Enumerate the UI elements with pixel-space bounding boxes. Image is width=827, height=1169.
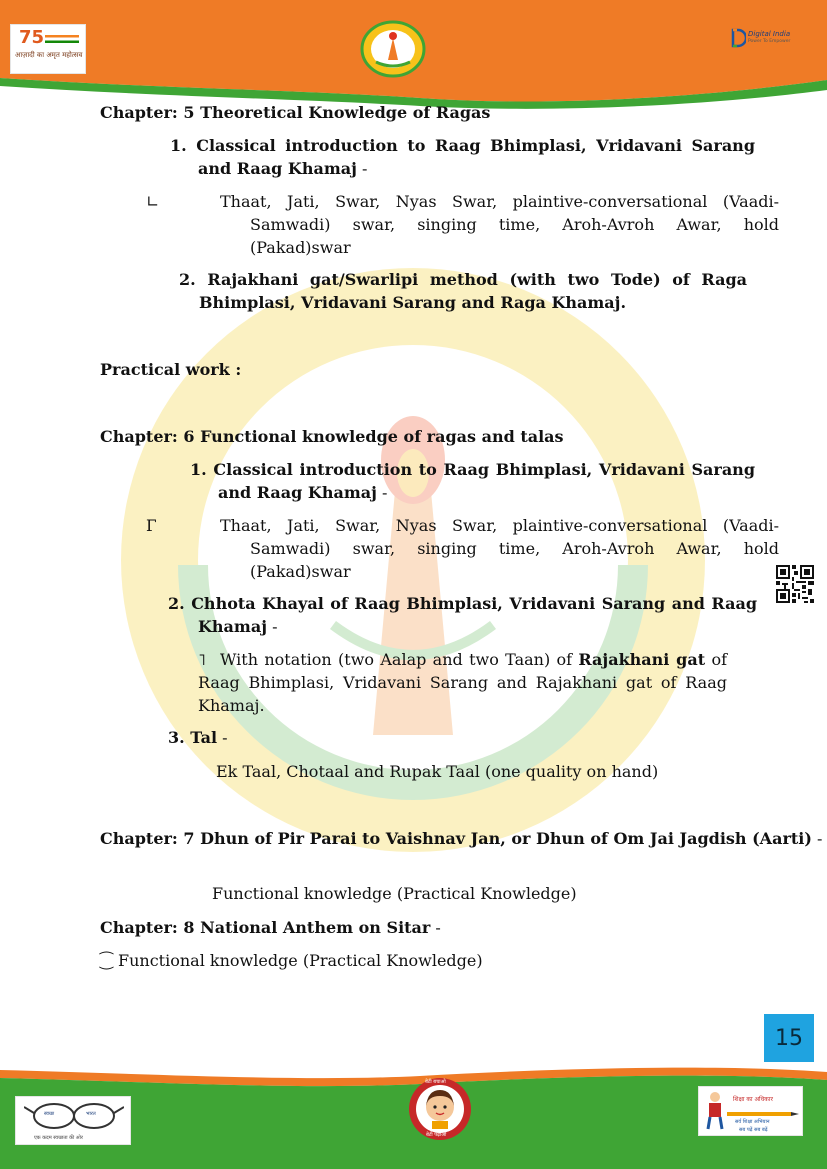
chapter-6-item-2-title: 2. Chhota Khayal of Raag Bhimplasi, Vridavani Sarang and Raag Khamaj [168, 594, 757, 636]
detail-text: Ek Taal, Chotaal and Rupak Taal (one quality on hand) [216, 762, 659, 781]
sab-padhen-text: सब पढ़ें सब बढ़ें [739, 1127, 768, 1133]
swachh-bharat-logo [15, 1096, 131, 1145]
sarva-shiksha-text: सर्व शिक्षा अभियान [735, 1119, 770, 1125]
shiksha-ka-adhikar-logo [698, 1086, 803, 1136]
shiksha-title: शिक्षा का अधिकार [733, 1096, 773, 1103]
azadi-amrit-mahotsav-logo [10, 24, 86, 74]
children-icon [703, 1091, 727, 1131]
detail-text-b: of Raag Bhimplasi, Vridavani Sarang and Rajakhani gat of Raag Khamaj. [198, 650, 727, 715]
detail-text: Thaat, Jati, Swar, Nyas Swar, plaintive-conversational (Vaadi-Samwadi) swar, singing time, Aroh-Avroh Awar, hold (Pakad)swar [220, 516, 779, 581]
chapter-5-item-1-title: 1. Classical introduction to Raag Bhimplasi, Vridavani Sarang and Raag Khamaj [170, 136, 755, 178]
swachh-text: स्वच्छ [44, 1111, 55, 1117]
chapter-6-item-3 [168, 726, 228, 749]
digital-india-tagline: Power To Empower [748, 39, 791, 44]
logo-75: 75 [19, 27, 45, 48]
chapter-8-detail [100, 949, 483, 972]
digital-india-logo [728, 26, 800, 52]
chapter-8-heading [100, 916, 441, 939]
dash: - [217, 728, 228, 747]
bullet-icon: ∟ [146, 192, 160, 211]
hbse-emblem-icon [360, 20, 426, 78]
chapter-5-heading: Chapter: 5 Theoretical Knowledge of Ragas [100, 103, 491, 122]
beti-bachao-text: बेटी बचाओ [425, 1079, 446, 1085]
chapter-7-detail [198, 882, 577, 905]
chapter-7-heading [100, 827, 825, 850]
dash: - [811, 829, 823, 848]
chapter-5-item-2: 2. Rajakhani gat/Swarlipi method (with two Tode) of Raga Bhimplasi, Vridavani Sarang and Raga Khamaj. [179, 270, 747, 312]
dash: - [376, 483, 388, 502]
detail-text-a: With notation (two Aalap and two Taan) of [220, 650, 579, 669]
digital-india-icon [730, 28, 746, 48]
chapter-6-item-1-detail [146, 514, 779, 583]
chapter-6-item-1 [190, 458, 755, 504]
chapter-5-item-1-detail [146, 190, 779, 259]
chapter-7-title: Chapter: 7 Dhun of Pir Parai to Vaishnav Jan, or Dhun of Om Jai Jagdish (Aarti) [100, 829, 812, 848]
pencil-icon [727, 1111, 799, 1117]
detail-text: Functional knowledge (Practical Knowledge) [212, 884, 577, 903]
detail-text: Thaat, Jati, Swar, Nyas Swar, plaintive-conversational (Vaadi-Samwadi) swar, singing time, Aroh-Avroh Awar, hold (Pakad)swar [220, 192, 779, 257]
bullet-icon: ⁐ [100, 951, 113, 970]
swachh-tagline: एक कदम स्वच्छता की ओर [34, 1135, 83, 1141]
beti-padhao-text: बेटी पढ़ाओ [426, 1132, 447, 1138]
bullet-icon: ˥ [198, 650, 206, 669]
chapter-6-item-1-title: 1. Classical introduction to Raag Bhimplasi, Vridavani Sarang and Raag Khamaj [190, 460, 755, 502]
chapter-6-item-3-detail [198, 760, 658, 783]
dash: - [356, 159, 368, 178]
dash: - [430, 918, 441, 937]
practical-work-heading: Practical work : [100, 360, 242, 379]
qr-code-icon[interactable] [776, 565, 814, 603]
chapter-5-item-1 [170, 134, 755, 180]
dash: - [267, 617, 278, 636]
page-number: 15 [764, 1014, 814, 1062]
bullet-icon: Г [146, 516, 157, 535]
chapter-8-title: Chapter: 8 National Anthem on Sitar [100, 918, 431, 937]
digital-india-text: Digital India [748, 30, 791, 38]
logo-text: आज़ादी का अमृत महोत्सव [15, 51, 83, 59]
spectacles-icon [24, 1101, 124, 1131]
detail-text-bold: Rajakhani gat [578, 650, 706, 669]
chapter-6-item-3-title: 3. Tal [168, 728, 218, 747]
detail-text: Functional knowledge (Practical Knowledge) [118, 951, 483, 970]
chapter-6-item-2-detail [198, 648, 727, 717]
chapter-6-item-2 [168, 592, 757, 638]
chapter-6-heading: Chapter: 6 Functional knowledge of ragas and talas [100, 427, 564, 446]
logo-flag-stripes [45, 35, 79, 43]
bharat-text: भारत [86, 1111, 96, 1117]
